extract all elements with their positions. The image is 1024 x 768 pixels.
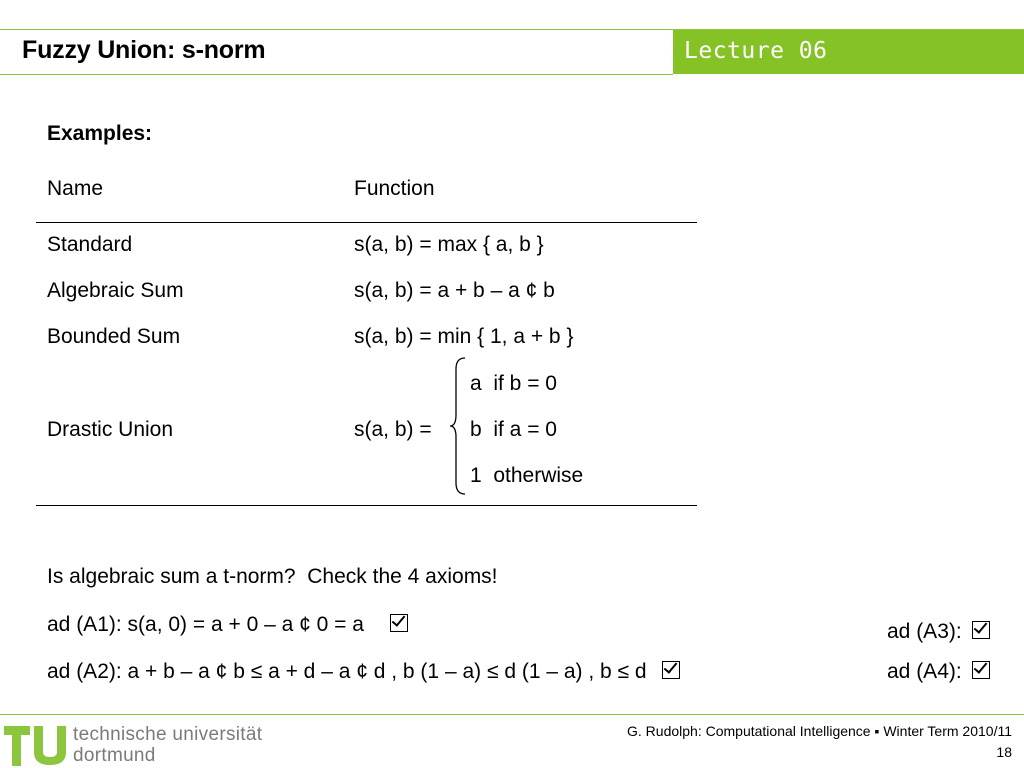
- drastic-case-2: b if a = 0: [470, 418, 557, 441]
- axiom-a4: [887, 660, 990, 684]
- row-name-drastic-union: Drastic Union: [47, 418, 174, 441]
- axiom-a3-text: ad (A3):: [887, 620, 962, 643]
- row-function-algebraic-sum: s(a, b) = a + b – a ¢ b: [354, 279, 555, 302]
- footer-rule: [0, 714, 1024, 715]
- slide-title: Fuzzy Union: s-norm: [22, 36, 266, 64]
- footer-credit: [627, 721, 1012, 763]
- drastic-case-1: a if b = 0: [470, 372, 557, 395]
- university-name: [73, 724, 262, 766]
- axiom-a2: [47, 660, 680, 684]
- examples-heading: Examples:: [47, 122, 153, 145]
- row-name-bounded-sum: Bounded Sum: [47, 325, 181, 348]
- column-header-name: Name: [47, 177, 104, 200]
- table-header-rule: [36, 222, 697, 223]
- lecture-label: Lecture 06: [684, 38, 828, 64]
- page-number: 18: [996, 744, 1012, 760]
- axiom-a1-text: ad (A1): s(a, 0) = a + 0 – a ¢ 0 = a: [47, 613, 364, 636]
- checkbox-checked-icon: [662, 661, 680, 679]
- column-header-function: Function: [354, 177, 435, 200]
- axiom-a1: [47, 613, 408, 637]
- drastic-union-lhs: s(a, b) =: [354, 418, 432, 441]
- row-name-standard: Standard: [47, 233, 133, 256]
- row-function-bounded-sum: s(a, b) = min { 1, a + b }: [354, 325, 574, 348]
- footer-credit-text: G. Rudolph: Computational Intelligence ▪ Winter Term 2010/11: [627, 723, 1012, 739]
- table-bottom-rule: [36, 505, 697, 506]
- checkbox-checked-icon: [390, 614, 408, 632]
- checkbox-checked-icon: [972, 661, 990, 679]
- left-brace-icon: [449, 357, 469, 495]
- axiom-a2-text: ad (A2): a + b – a ¢ b ≤ a + d – a ¢ d , b (1 – a) ≤ d (1 – a) , b ≤ d: [47, 660, 647, 683]
- axiom-a3: [887, 620, 990, 644]
- checkbox-checked-icon: [972, 621, 990, 639]
- university-line-2: dortmund: [73, 745, 156, 766]
- tu-logo-icon: [4, 718, 66, 766]
- axiom-a4-text: ad (A4):: [887, 660, 962, 683]
- title-underline: [0, 74, 673, 75]
- question-text: Is algebraic sum a t-norm? Check the 4 axioms!: [47, 565, 498, 588]
- row-name-algebraic-sum: Algebraic Sum: [47, 279, 184, 302]
- lecture-badge: [673, 30, 1024, 74]
- drastic-case-3: 1 otherwise: [470, 464, 584, 487]
- university-line-1: technische universität: [73, 724, 263, 745]
- row-function-standard: s(a, b) = max { a, b }: [354, 233, 544, 256]
